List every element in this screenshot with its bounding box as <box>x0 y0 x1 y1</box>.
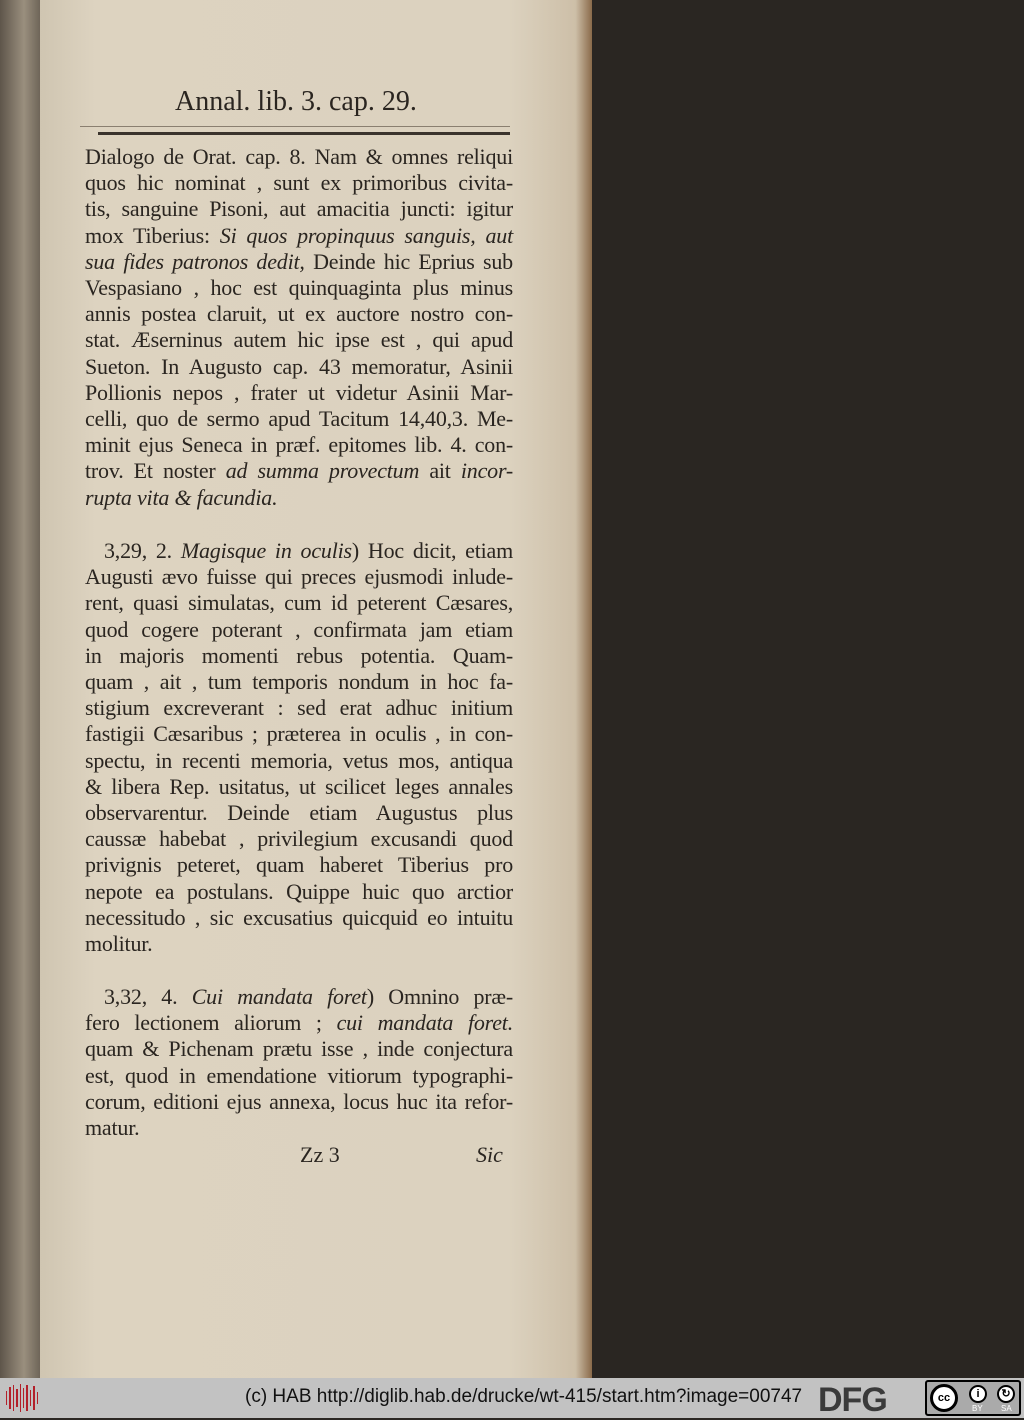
text-line <box>85 1090 513 1114</box>
by-label: BY <box>972 1404 983 1413</box>
text-line <box>85 880 513 904</box>
text-line <box>85 355 513 379</box>
text-line <box>85 670 513 694</box>
text-segment: annis postea claruit, ut ex auctore nostro con- <box>85 301 513 327</box>
text-segment: celli, quo de sermo apud Tacitum 14,40,3. Me- <box>85 406 513 431</box>
catchword: Sic <box>476 1142 503 1167</box>
italic-text: Cui mandata foret <box>191 984 367 1009</box>
credit-link[interactable]: (c) HAB http://diglib.hab.de/drucke/wt-415/start.htm?image=00747 <box>245 1386 803 1407</box>
text-segment: quos hic nominat , sunt ex primoribus civita- <box>85 170 513 196</box>
text-segment: quam , ait , tum temporis nondum in hoc fa- <box>85 669 513 694</box>
signature-mark: Zz 3 <box>300 1142 340 1167</box>
text-segment: ait <box>419 458 461 484</box>
text-line <box>85 775 513 799</box>
italic-text: Si quos propinquus sanguis, aut <box>219 222 513 248</box>
text-segment: necessitudo , sic excusatius quicquid eo intuitu <box>85 904 513 930</box>
dfg-logo[interactable]: DFG <box>818 1381 887 1419</box>
share-alike-icon: ↻ <box>997 1385 1015 1403</box>
text-segment: stat. Æserninus autem hic ipse est , qui apud <box>85 327 513 353</box>
viewer-footer <box>0 1378 1024 1418</box>
italic-text: sua fides patronos dedit, <box>85 248 305 274</box>
text-line <box>85 433 513 457</box>
running-title: Annal. lib. 3. cap. 29. <box>175 86 417 117</box>
text-segment: spectu, in recenti memoria, vetus mos, antiqua <box>85 747 513 773</box>
text-segment: trov. Et noster <box>85 458 226 484</box>
text-line <box>85 171 513 195</box>
text-segment: in majoris momenti rebus potentia. Quam- <box>85 642 513 668</box>
text-segment: quam & Pichenam prætu isse , inde conjectura <box>85 1036 513 1062</box>
text-segment: Deinde hic Eprius sub <box>304 248 513 274</box>
sa-label: SA <box>1001 1404 1012 1413</box>
text-line <box>85 276 513 300</box>
text-line <box>85 749 513 773</box>
attribution-icon: i <box>969 1385 987 1403</box>
text-line <box>85 1064 513 1088</box>
text-line <box>85 906 513 930</box>
text-line <box>85 618 513 642</box>
text-line <box>85 696 513 720</box>
text-segment: & libera Rep. usitatus, ut scilicet leges annales <box>85 773 513 799</box>
text-line <box>85 145 513 169</box>
cc-icon: cc <box>930 1384 958 1412</box>
italic-text: incor- <box>460 458 513 484</box>
text-line <box>85 1037 513 1061</box>
italic-text: rupta vita & facundia. <box>85 484 278 510</box>
text-segment: est, quod in emendatione vitiorum typographi- <box>85 1062 513 1088</box>
text-segment: matur. <box>85 1115 140 1140</box>
header-rule-thin <box>80 126 510 127</box>
text-segment: stigium excreverant : sed erat adhuc initium <box>85 695 513 721</box>
text-segment: Pollionis nepos , frater ut videtur Asinii Mar- <box>85 379 513 405</box>
text-segment: 3,32, 4. <box>104 984 192 1009</box>
text-segment: tis, sanguine Pisoni, aut amacitia juncti: igitur <box>85 196 513 222</box>
text-line <box>85 224 513 248</box>
scanner-background <box>592 0 1024 1378</box>
text-line <box>85 591 513 615</box>
text-segment: corum, editioni ejus annexa, locus huc ita refor- <box>85 1088 513 1114</box>
text-line <box>85 932 513 956</box>
text-line <box>104 539 513 563</box>
text-line <box>85 1116 513 1140</box>
cc-license-badge[interactable] <box>925 1380 1021 1416</box>
hab-logo-icon[interactable] <box>6 1384 38 1412</box>
text-line <box>85 407 513 431</box>
adjacent-page-edge <box>0 0 40 1378</box>
text-line <box>85 1011 513 1035</box>
text-segment: privignis peteret, quam haberet Tiberius pro <box>85 852 513 878</box>
italic-text: Magisque in oculis <box>180 538 352 563</box>
italic-text: cui mandata foret. <box>336 1010 514 1036</box>
text-segment: Dialogo de Orat. cap. 8. Nam & omnes reliqui <box>85 144 513 169</box>
text-line <box>85 459 513 483</box>
text-segment: ) Hoc dicit, etiam <box>351 538 513 563</box>
text-line <box>85 565 513 589</box>
text-line <box>85 381 513 405</box>
text-segment: Vespasiano , hoc est quinquaginta plus minus <box>85 275 513 300</box>
text-segment: mox Tiberius: <box>85 222 220 248</box>
text-segment: quod cogere poterant , confirmata jam etiam <box>85 616 513 642</box>
text-line <box>85 827 513 851</box>
text-segment: ) Omnino præ- <box>366 984 513 1009</box>
text-segment: minit ejus Seneca in præf. epitomes lib. 4. con- <box>85 432 513 458</box>
text-line <box>85 722 513 746</box>
text-segment: caussæ habebat , privilegium excusandi quod <box>85 826 513 852</box>
text-segment: nepote ea postulans. Quippe huic quo arctior <box>85 878 513 904</box>
text-line <box>85 250 513 274</box>
text-line <box>85 302 513 326</box>
text-line <box>85 801 513 825</box>
text-segment: 3,29, 2. <box>104 538 181 563</box>
text-line <box>85 197 513 221</box>
text-line <box>85 644 513 668</box>
text-segment: molitur. <box>85 931 153 956</box>
header-rule <box>98 132 510 135</box>
text-line <box>104 985 513 1009</box>
text-line <box>85 853 513 877</box>
text-segment: Sueton. In Augusto cap. 43 memoratur, Asinii <box>85 353 513 379</box>
text-segment: rent, quasi simulatas, cum id peterent Cæsares, <box>85 590 513 616</box>
text-segment: observarentur. Deinde etiam Augustus plus <box>85 800 513 825</box>
text-segment: fero lectionem aliorum ; <box>85 1010 337 1036</box>
italic-text: ad summa provectum <box>225 458 420 484</box>
text-segment: fastigii Cæsaribus ; præterea in oculis , in con- <box>85 721 513 747</box>
text-line <box>85 486 513 510</box>
text-segment: Augusti ævo fuisse qui preces ejusmodi inlude- <box>85 564 513 590</box>
text-line <box>85 328 513 352</box>
